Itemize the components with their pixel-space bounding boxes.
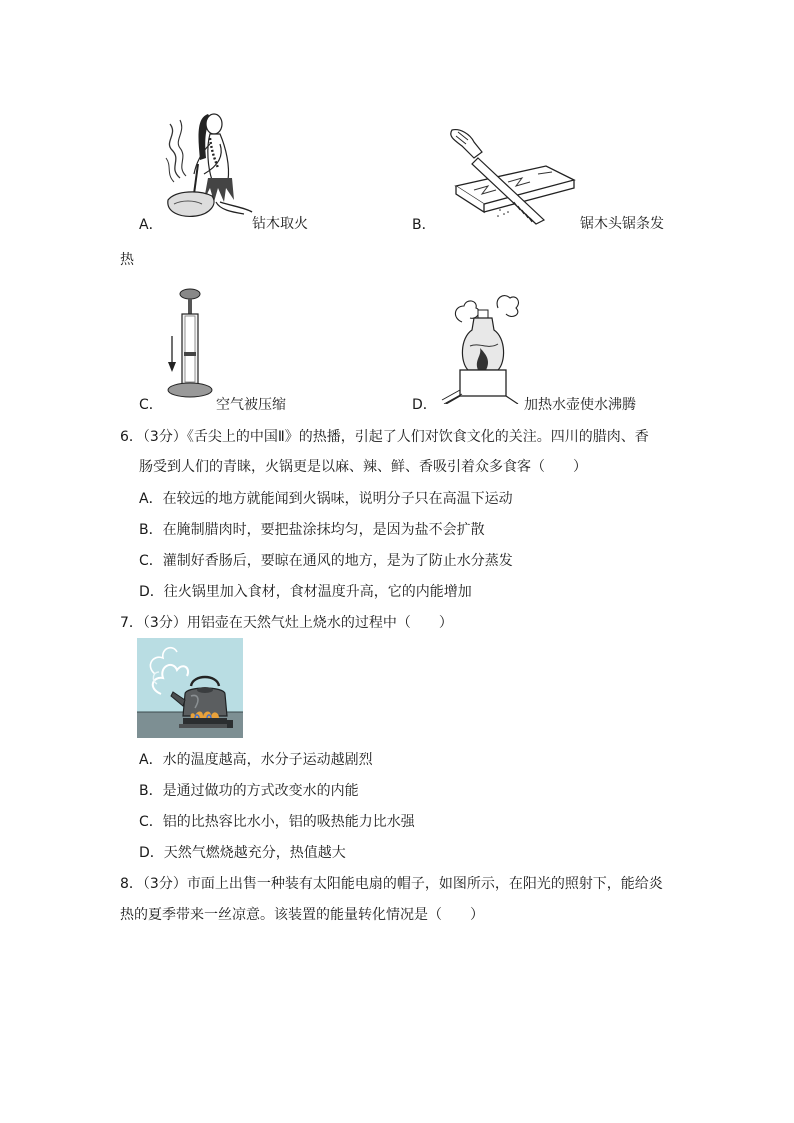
figure-kettle-on-gas-stove — [137, 638, 243, 738]
q6-option-a[interactable]: A．在较远的地方就能闻到火锅味，说明分子只在高温下运动 — [139, 491, 513, 507]
figure-heating-kettle-steam — [440, 286, 524, 404]
q5-option-c-caption: 空气被压缩 — [216, 397, 286, 413]
q5-option-b-letter[interactable]: B． — [412, 217, 436, 233]
q5-option-d-caption: 加热水壶使水沸腾 — [524, 397, 636, 413]
q7-option-a[interactable]: A．水的温度越高，水分子运动越剧烈 — [139, 752, 373, 768]
q8-stem-line1: 8．（3分）市面上出售一种装有太阳能电扇的帽子，如图所示，在阳光的照射下，能给炎 — [120, 876, 663, 892]
q5-option-a-caption: 钻木取火 — [252, 216, 308, 232]
q6-stem-line1: 6．（3分）《舌尖上的中国Ⅱ》的热播，引起了人们对饮食文化的关注。四川的腊肉、香 — [120, 429, 649, 445]
q5-option-c-letter[interactable]: C． — [139, 397, 163, 413]
figure-drilling-wood-fire — [160, 108, 270, 220]
q5-option-d-letter[interactable]: D． — [412, 397, 437, 413]
figure-air-compression-cylinder — [160, 286, 220, 406]
q8-stem-line2: 热的夏季带来一丝凉意。该装置的能量转化情况是（ ） — [120, 907, 484, 923]
q5-option-a-letter[interactable]: A． — [139, 217, 163, 233]
q5-option-b-caption-wrap: 热 — [120, 252, 134, 268]
q7-option-b[interactable]: B．是通过做功的方式改变水的内能 — [139, 783, 359, 799]
q6-stem-line2: 肠受到人们的青睐，火锅更是以麻、辣、鲜、香吸引着众多食客（ ） — [139, 459, 587, 475]
q6-option-c[interactable]: C．灌制好香肠后，要晾在通风的地方，是为了防止水分蒸发 — [139, 553, 513, 569]
q7-stem-line1: 7．（3分）用铝壶在天然气灶上烧水的过程中（ ） — [120, 615, 453, 631]
q7-option-c[interactable]: C．铝的比热容比水小，铝的吸热能力比水强 — [139, 814, 415, 830]
figure-sawing-wood — [438, 126, 578, 226]
q5-option-b-caption: 锯木头锯条发 — [580, 216, 664, 232]
q7-option-d[interactable]: D．天然气燃烧越充分，热值越大 — [139, 845, 346, 861]
q6-option-d[interactable]: D．往火锅里加入食材，食材温度升高，它的内能增加 — [139, 584, 472, 600]
q6-option-b[interactable]: B．在腌制腊肉时，要把盐涂抹均匀，是因为盐不会扩散 — [139, 522, 485, 538]
